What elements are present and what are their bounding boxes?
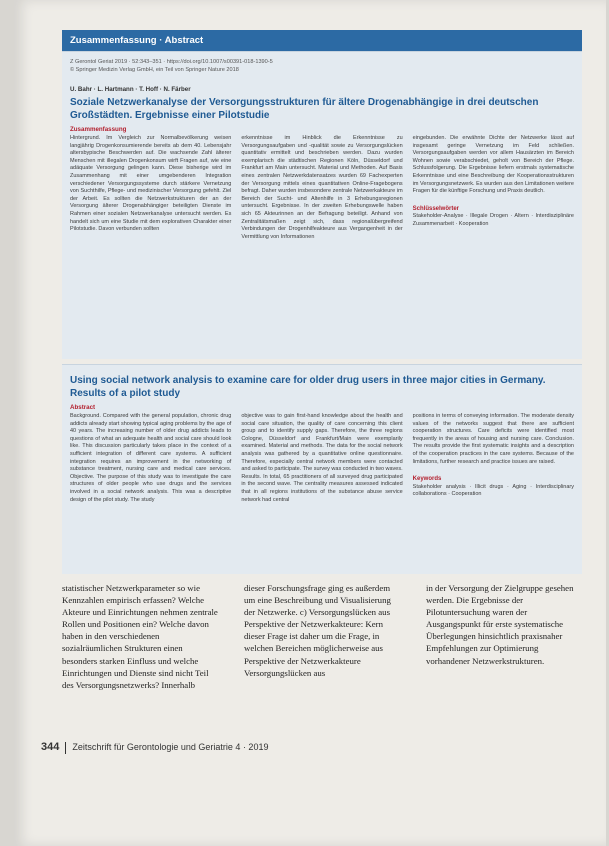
german-abstract-col-1: Hintergrund. Im Vergleich zur Normalbevölkerung weisen langjährig Drogenkonsumierende bereits ab dem 40. Lebensjahr altersbypische Beschwerden auf. Die wachsende Zahl älterer Menschen mit illegalen Drogenkonsum wirft Fragen auf, wie eine adäquate Versorgung gelingen kann. Diese bisherige wird im Zusammenhang mit einer umgebenderen Integration verschiedener Versorgungssysteme durch stärkere Vernetzung von Suchthilfe, Pflege- und medizinischer Versorgung gefehlt. Ziel der Arbeit. Es sollten die Netzwerkstrukturen der an der Versorgung älterer Drogenabhängiger beteiligten Dienste im Rahmen einer sozialen Netzwerkanalyse untersucht werden. Es handelt sich um eine Studie mit dem explorativen Charakter einer Pilotstudie. Davon verbunden sollten bbox=[70, 135, 232, 233]
body-col-2: dieser Forschungsfrage ging es außerdem um eine Beschreibung und Visualisierung der Netzwerke. c) Versorgungslücken aus Perspektive der Netzwerkakteure: Kern dieser Frage ist daher um die Frage, in welchen Bereichen möglicherweise aus Perspektive der Netzwerkakteure Versorgungslücken aus bbox=[244, 583, 391, 678]
english-title: Using social network analysis to examine care for older drug users in three major cities in Germany. Results of a pilot study bbox=[70, 375, 546, 399]
german-abstract-box bbox=[62, 51, 582, 359]
english-abstract-col-3 bbox=[413, 413, 574, 504]
body-col-3: in der Versorgung der Zielgruppe gesehen werden. Die Ergebnisse der Pilotuntersuchung waren der Ausgangspunkt für erste systematische Überlegungen hinsichtlich praxisnaher Empfehlungen zur Optimierung vorhandener Netzwerkstrukturen. bbox=[426, 583, 574, 666]
abstract-heading: Abstract bbox=[70, 404, 96, 411]
copyright-line: © Springer Medizin Verlag GmbH, ein Teil von Springer Nature 2018 bbox=[70, 67, 239, 73]
journal-name: Zeitschrift für Gerontologie und Geriatrie 4 · 2019 bbox=[72, 742, 269, 752]
english-abstract-col-2: objective was to gain first-hand knowledge about the health and social care situation, the quality of care concerning this client group and to identify supply gaps. Therefore, the three regions Cologne, Düsseldorf and Frankfurt/Main were exemplarily examined. Material and methods. The data for the social network analysis was gathered by a quantitative online questionnaire. Therefore, especially central network members were contacted and asked to participate. The survey was conducted in two waves. Results. In total, 65 practitioners of all surveyed drug participated in the second wave. The centrality measures assessed indicated that in all regions institutions of the substance abuse service network had central bbox=[241, 413, 403, 503]
english-abstract-columns bbox=[70, 413, 574, 504]
german-title: Soziale Netzwerkanalyse der Versorgungsstrukturen für ältere Drogenabhängige in drei deutschen Großstädten. Ergebnisse einer Pilotstudie bbox=[70, 97, 539, 121]
english-abstract-col-3-text: positions in terms of conveying information. The moderate density values of the networks suggest that there are sufficient cooperation structures. Care deficits were identified most frequently in the areas of housing and nursing care. Conclusion. The results provide the first systematic insights and a description of the cooperation practices in the care systems. Because of the limitations, further research and practice issues are raised. bbox=[412, 413, 574, 465]
keywords-heading: Keywords bbox=[412, 476, 442, 483]
english-keywords: Stakeholder analysis · Illicit drugs · Aging · Interdisciplinary collaborations · Cooperation bbox=[412, 483, 574, 498]
page-number: 344 bbox=[41, 741, 60, 753]
german-abstract-col-3-text: eingebunden. Die erwähnte Dichte der Netzwerke lässt auf insgesamt geringe Vernetzung im Feld schließen. Versorgungsaufgaben werden vor allem Hausärzten im Bereich Wohnen sowie verabschiedet, geholt von Bereich der Pflege. Schlussfolgerung. Die Ergebnisse liefern erstmals systematische Erkenntnisse und eine Beschreibung der Kooperationsstrukturen im Versorgungsnetzwerk. Es wurden aus den Limitationen weitere Fragen für die künftige Forschung und Praxis deutlich. bbox=[412, 135, 574, 195]
zusammenfassung-heading: Zusammenfassung bbox=[70, 126, 127, 133]
page-footer bbox=[41, 741, 268, 754]
body-col-1: statistischer Netzwerkparameter so wie Kennzahlen empirisch erfassen? Welche Akteure und Einrichtungen nehmen zentrale Rollen und Positionen ein? Welche davon haben in den verschiedenen sozialräumlichen Strukturen einen besonders starken Einfluss und welche Einrichtungen und Dienste sind nicht Teil des Versorgungsnetzwerks? Innerhalb bbox=[62, 583, 218, 690]
english-abstract-col-1: Background. Compared with the general population, chronic drug addicts already start showing typical aging problems by the age of 40 years. The increasing number of older drug addicts leads to questions of what an adequate health and social care should look like. This discussion particularly takes place in the context of a sufficient integration of different care systems. A sufficient integration requires an improvement in the networking of substance treatment, nursing care and medical care services. Objective. The purpose of this study was to investigate the care structures of older people who use drugs and the services involved in a social network analysis. This was a descriptive design of the pilot study. The study bbox=[70, 413, 232, 503]
citation-line: Z Gerontol Geriat 2019 · 52:343–351 · https://doi.org/10.1007/s00391-018-1390-5 bbox=[70, 59, 273, 65]
german-abstract-columns bbox=[70, 135, 574, 241]
article-body bbox=[62, 582, 582, 691]
author-list: U. Bahr · L. Hartmann · T. Hoff · N. Färber bbox=[70, 86, 191, 93]
german-abstract-col-3 bbox=[413, 135, 574, 241]
schluesselwoerter-heading: Schlüsselwörter bbox=[412, 205, 460, 212]
section-banner: Zusammenfassung · Abstract bbox=[62, 30, 582, 51]
german-keywords: Stakeholder-Analyse · Illegale Drogen · Altern · Interdisziplinäre Zusammenarbeit · Kooperation bbox=[412, 213, 574, 227]
german-abstract-col-2: erkenntnisse im Hinblick die Erkenntnisse zu Versorgungsaufgaben und -qualität sowie zu Versorgungslücken quantitativ ermittelt und beschrieben werden. Dazu wurden exemplarisch die städtischen Regionen Köln, Düsseldorf und Frankfurt am Main untersucht. Material und Methoden. Auf Basis eines zentralen Netzwerkdatensatzes wurden 69 Fachexperten der Versorgung mittels eines quantitativen Online-Fragebogens befragt. Daher wurden insbesondere zentrale Netzwerkakteure im Bereich der Sucht- und Altenhilfe in 3 Erhebungsregionen untersucht. Ergebnisse. In der zweiten Erhebungswelle haben sich 65 Akteurinnen an der Befragung beteiligt. Anhand von Zentralitätsmaßen zeigt sich, dass regionalübergreifend Verbindungen der Drogenhilfeakteure aus Vergangenheit in der Vermittlung von Informationen bbox=[241, 135, 403, 240]
footer-divider bbox=[65, 742, 66, 754]
english-abstract-box bbox=[62, 364, 582, 574]
